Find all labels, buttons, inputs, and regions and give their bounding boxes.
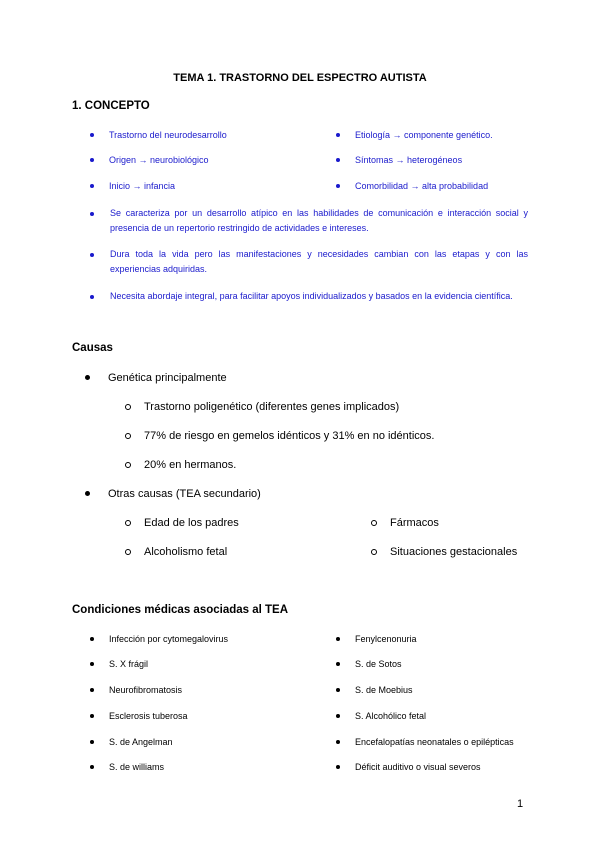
bullet-icon: [90, 765, 94, 769]
bullet-icon: [336, 740, 340, 744]
circle-bullet-icon: [125, 433, 131, 439]
causas-subitem: [144, 516, 239, 530]
bullet-icon: [336, 133, 340, 137]
bullet-icon: [90, 637, 94, 641]
condicion-left-item: [109, 658, 148, 670]
list-item-text: S. de Moebius: [355, 685, 413, 695]
list-item-text: Neurofibromatosis: [109, 685, 183, 695]
bullet-icon: [90, 662, 94, 666]
page-title: TEMA 1. TRASTORNO DEL ESPECTRO AUTISTA: [173, 72, 427, 84]
concepto-right-item: [355, 128, 493, 143]
concepto-paragraph: [72, 206, 528, 236]
condicion-right-item: [355, 761, 481, 773]
concepto-right-item: [355, 153, 462, 168]
bullet-icon: [336, 765, 340, 769]
condicion-left-item: [109, 684, 182, 696]
list-item-text: S. de Sotos: [355, 659, 402, 669]
paragraph-text: Necesita abordaje integral, para facilitar apoyos individualizados y basados en la evidencia científica.: [110, 291, 513, 301]
causas-item: [108, 371, 227, 385]
condicion-left-item: [109, 736, 173, 748]
bullet-icon: [90, 158, 94, 162]
condicion-left-item: [109, 633, 228, 645]
list-item-text: Alcoholismo fetal: [144, 546, 228, 558]
list-item-text: Fenylcenonuria: [355, 634, 417, 644]
condicion-right-item: [355, 658, 402, 670]
section-heading-causas: Causas: [72, 342, 113, 354]
paragraph-text: Dura toda la vida pero las manifestaciones y necesidades cambian con las etapas y con las experiencias adquiridas.: [110, 249, 528, 274]
bullet-icon: [336, 662, 340, 666]
list-item-text: Edad de los padres: [144, 517, 239, 529]
list-item-text: Etiología → componente genético.: [355, 130, 493, 140]
circle-bullet-icon: [125, 462, 131, 468]
causas-subitem: [390, 516, 439, 530]
condicion-right-item: [355, 633, 417, 645]
list-item-text: S. de Angelman: [109, 737, 173, 747]
bullet-icon: [90, 212, 94, 216]
causas-subitem: [144, 429, 434, 443]
bullet-icon: [336, 637, 340, 641]
page-number: 1: [517, 798, 524, 810]
condicion-right-item: [355, 684, 413, 696]
section-heading-concepto: 1. CONCEPTO: [72, 100, 150, 112]
list-item-text: Infección por cytomegalovirus: [109, 634, 229, 644]
concepto-left-item: [109, 153, 209, 168]
condicion-left-item: [109, 710, 188, 722]
causas-subitem: [144, 458, 236, 472]
list-item-text: Comorbilidad → alta probabilidad: [355, 181, 489, 191]
list-item-text: Trastorno poligenético (diferentes genes implicados): [144, 401, 400, 413]
list-item-text: S. de williams: [109, 762, 165, 772]
circle-bullet-icon: [371, 520, 377, 526]
list-item-text: 20% en hermanos.: [144, 459, 237, 471]
circle-bullet-icon: [371, 549, 377, 555]
condicion-right-item: [355, 736, 514, 748]
causas-subitem: [144, 400, 399, 414]
list-item-text: Otras causas (TEA secundario): [108, 488, 261, 500]
list-item-text: S. X frágil: [109, 659, 149, 669]
concepto-right-item: [355, 179, 488, 194]
list-item-text: 77% de riesgo en gemelos idénticos y 31% en no idénticos.: [144, 430, 435, 442]
condicion-left-item: [109, 761, 164, 773]
list-item-text: Trastorno del neurodesarrollo: [109, 130, 227, 140]
causas-item: [108, 487, 261, 501]
section-heading-condiciones: Condiciones médicas asociadas al TEA: [72, 604, 289, 616]
concepto-left-item: [109, 128, 227, 143]
condicion-right-item: [355, 710, 426, 722]
list-item-text: Origen → neurobiológico: [109, 155, 209, 165]
concepto-paragraph: [72, 247, 528, 277]
list-item-text: Situaciones gestacionales: [390, 546, 518, 558]
circle-bullet-icon: [125, 549, 131, 555]
bullet-icon: [90, 688, 94, 692]
paragraph-text: Se caracteriza por un desarrollo atípico en las habilidades de comunicación e interacción social y presencia de un repertorio restringido de actividades e intereses.: [110, 208, 528, 233]
causas-subitem: [144, 545, 227, 559]
bullet-icon: [336, 184, 340, 188]
bullet-icon: [85, 375, 90, 380]
bullet-icon: [85, 491, 90, 496]
bullet-icon: [336, 688, 340, 692]
circle-bullet-icon: [125, 520, 131, 526]
bullet-icon: [90, 295, 94, 299]
circle-bullet-icon: [125, 404, 131, 410]
bullet-icon: [336, 158, 340, 162]
bullet-icon: [90, 740, 94, 744]
bullet-icon: [90, 253, 94, 257]
list-item-text: Esclerosis tuberosa: [109, 711, 188, 721]
concepto-paragraph: [72, 289, 528, 304]
concepto-left-item: [109, 179, 175, 194]
list-item-text: Fármacos: [390, 517, 439, 529]
list-item-text: Encefalopatías neonatales o epilépticas: [355, 737, 514, 747]
bullet-icon: [90, 133, 94, 137]
bullet-icon: [90, 184, 94, 188]
list-item-text: S. Alcohólico fetal: [355, 711, 427, 721]
list-item-text: Genética principalmente: [108, 372, 227, 384]
list-item-text: Inicio → infancia: [109, 181, 176, 191]
list-item-text: Síntomas → heterogéneos: [355, 155, 463, 165]
bullet-icon: [90, 714, 94, 718]
list-item-text: Déficit auditivo o visual severos: [355, 762, 481, 772]
causas-subitem: [390, 545, 517, 559]
bullet-icon: [336, 714, 340, 718]
